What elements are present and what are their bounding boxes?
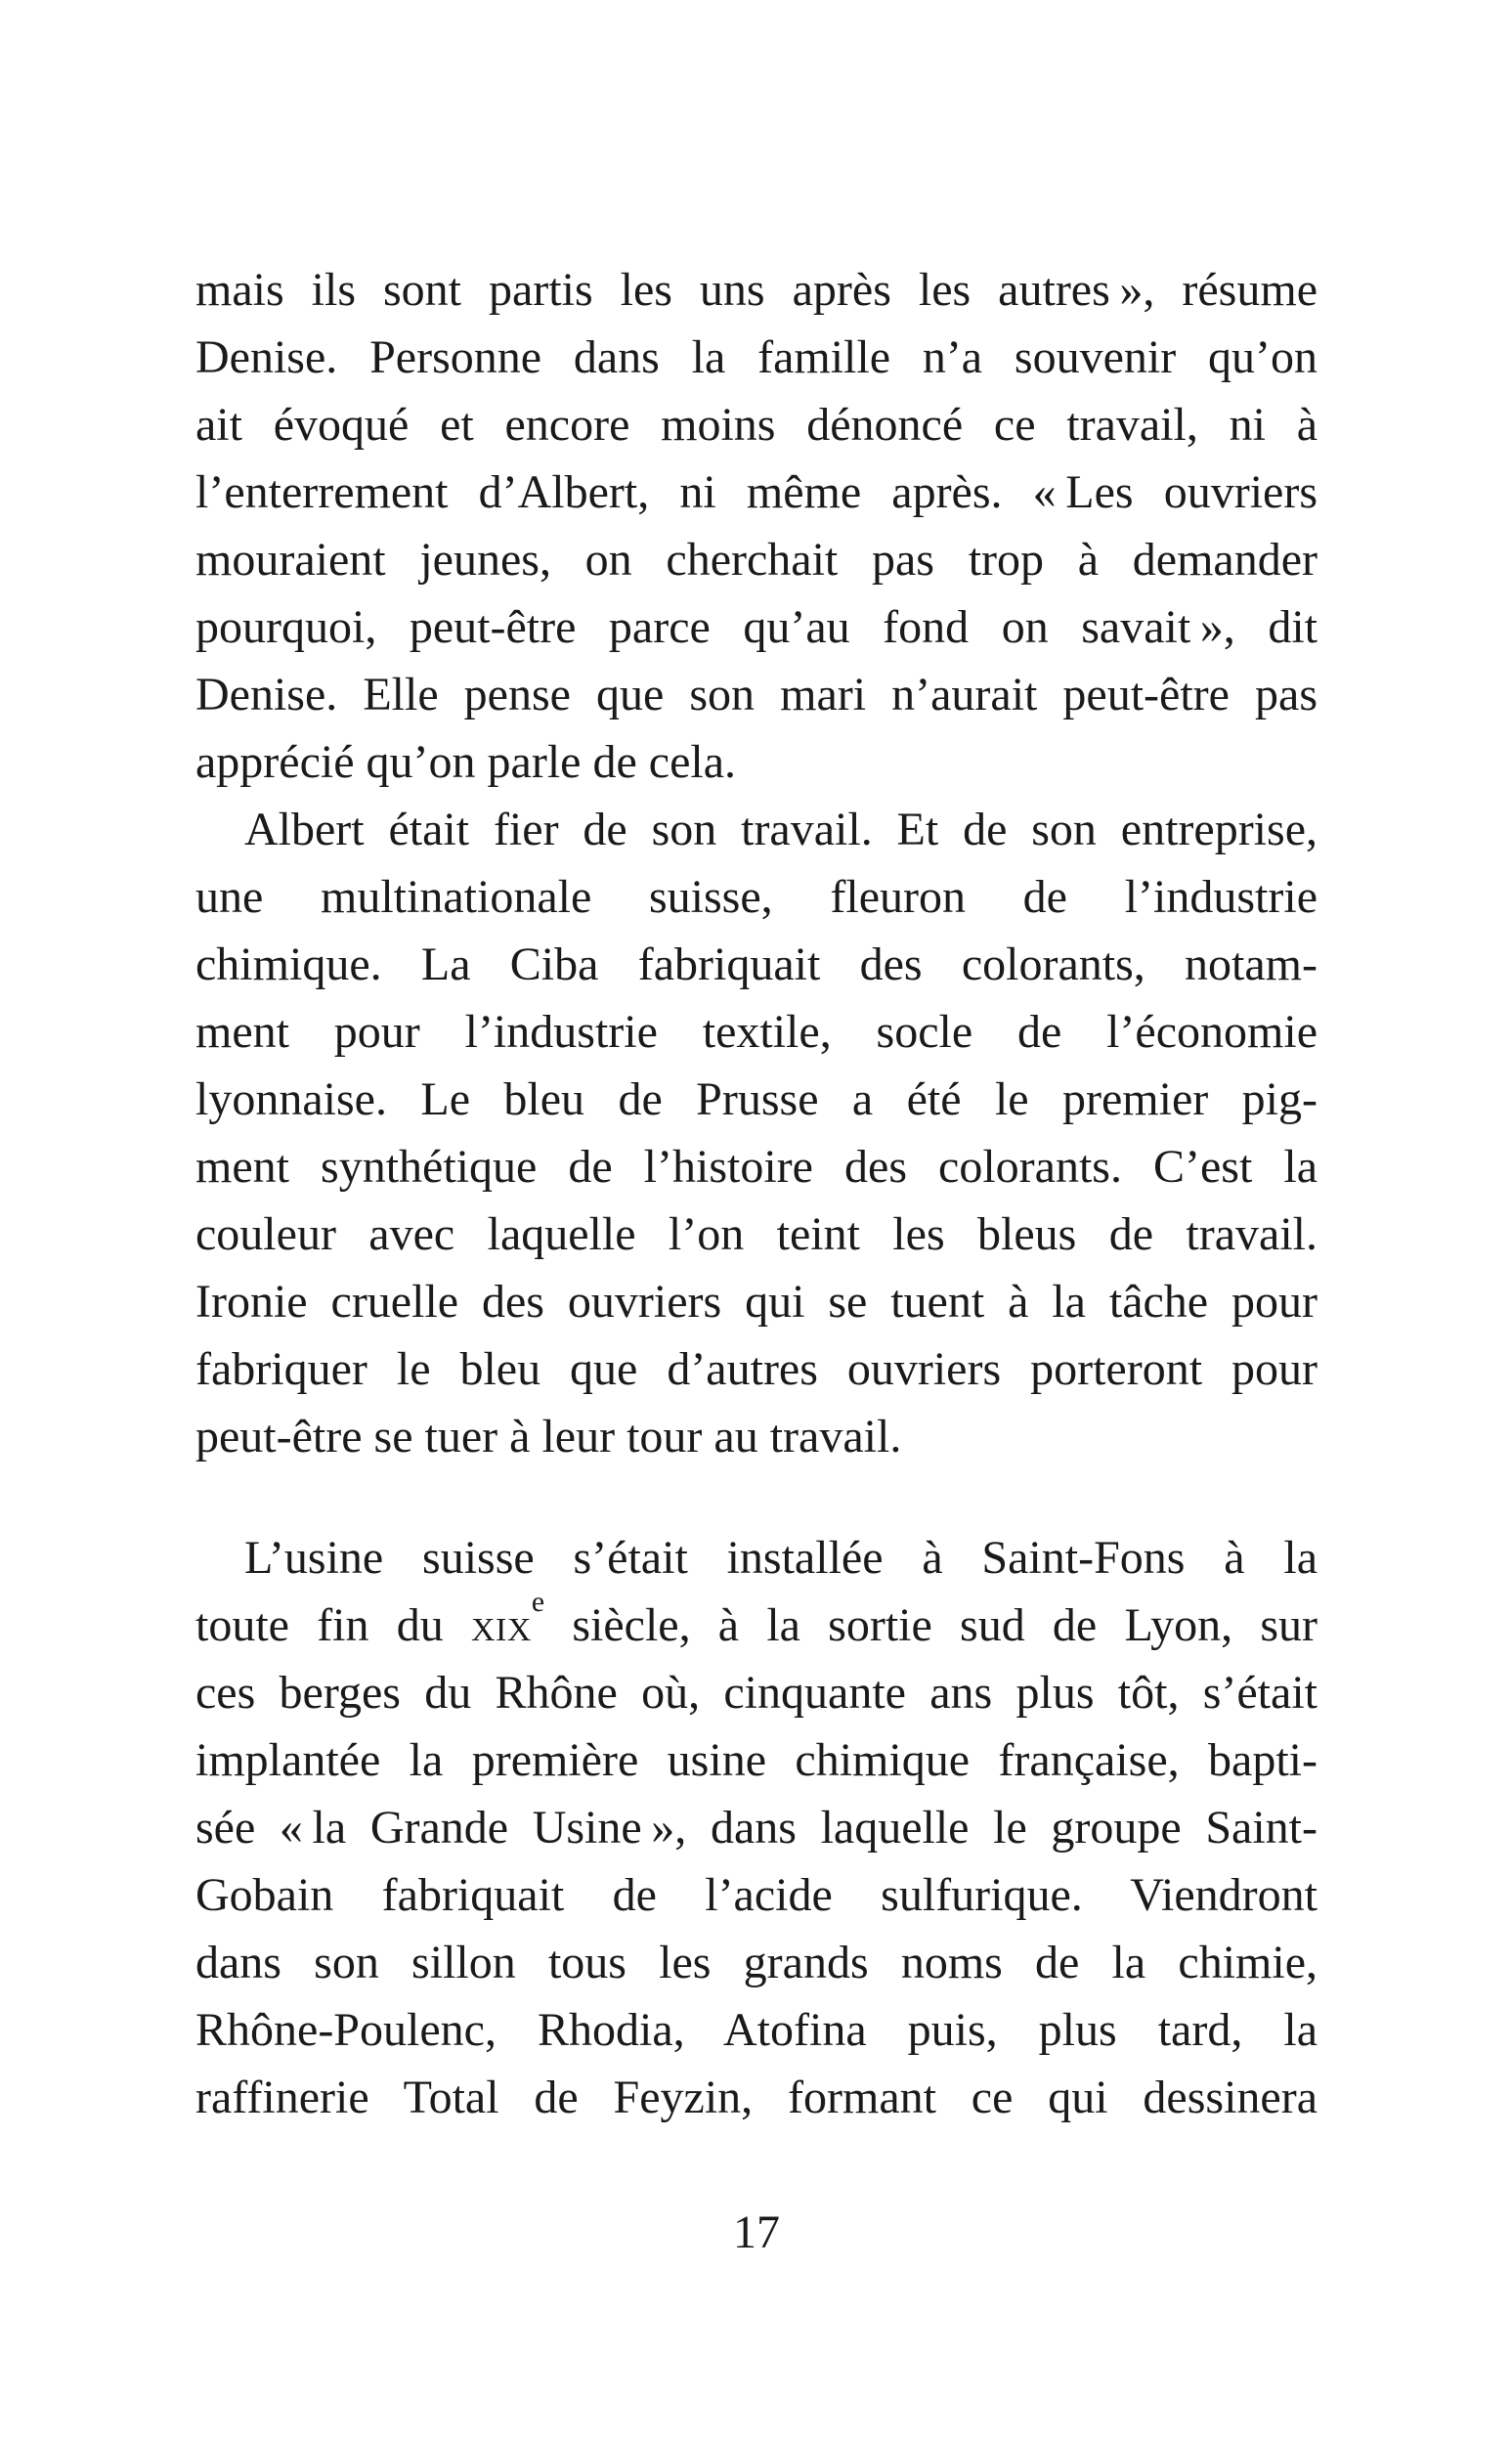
text-line: ait évoqué et encore moins dénoncé ce travail, ni à — [195, 399, 1318, 451]
text-line: Rhône-Poulenc, Rhodia, Atofina puis, plus tard, la — [195, 2004, 1318, 2056]
text-line: Ironie cruelle des ouvriers qui se tuent à la tâche pour — [195, 1276, 1318, 1328]
text-line: ment pour l’industrie textile, socle de l’économie — [195, 1006, 1318, 1058]
ordinal-superscript: e — [531, 1585, 545, 1618]
text-line: une multinationale suisse, fleuron de l’industrie — [195, 871, 1318, 923]
text-line: L’usine suisse s’était installée à Saint-Fons à la — [244, 1532, 1318, 1584]
text-line: mouraient jeunes, on cherchait pas trop à demander — [195, 534, 1318, 586]
text-line: Albert était fier de son travail. Et de son entreprise, — [244, 804, 1318, 855]
text-line: l’enterrement d’Albert, ni même après. « Les ouvriers — [195, 466, 1318, 518]
text-line: ment synthétique de l’histoire des colorants. C’est la — [195, 1141, 1318, 1193]
text-line: Denise. Elle pense que son mari n’aurait peut-être pas — [195, 669, 1318, 720]
text-line: fabriquer le bleu que d’autres ouvriers porteront pour — [195, 1343, 1318, 1395]
text-segment: siècle, à la sortie sud de Lyon, sur — [544, 1599, 1318, 1651]
text-line: sée « la Grande Usine », dans laquelle le groupe Saint- — [195, 1802, 1318, 1854]
text-line: Gobain fabriquait de l’acide sulfurique. Viendront — [195, 1869, 1318, 1921]
page-number: 17 — [733, 2206, 780, 2258]
text-line: dans son sillon tous les grands noms de la chimie, — [195, 1937, 1318, 1988]
text-line: raffinerie Total de Feyzin, formant ce qui dessinera — [195, 2072, 1318, 2123]
text-line: ces berges du Rhône où, cinquante ans plus tôt, s’était — [195, 1667, 1318, 1719]
text-line: Denise. Personne dans la famille n’a souvenir qu’on — [195, 331, 1318, 383]
text-line-roman-numeral — [195, 1585, 1318, 1659]
text-line: chimique. La Ciba fabriquait des colorants, notam- — [195, 938, 1318, 990]
text-line: couleur avec laquelle l’on teint les bleus de travail. — [195, 1208, 1318, 1260]
text-line: apprécié qu’on parle de cela. — [195, 736, 737, 788]
text-line: peut-être se tuer à leur tour au travail. — [195, 1411, 902, 1462]
body-text — [195, 256, 1318, 2131]
roman-numeral-xix: xix — [470, 1599, 532, 1651]
text-line: pourquoi, peut-être parce qu’au fond on savait », dit — [195, 601, 1318, 653]
text-line: implantée la première usine chimique française, bapti- — [195, 1734, 1318, 1786]
text-line: lyonnaise. Le bleu de Prusse a été le premier pig- — [195, 1073, 1318, 1125]
text-segment: toute fin du — [195, 1599, 471, 1651]
text-line: mais ils sont partis les uns après les autres », résume — [195, 264, 1318, 316]
